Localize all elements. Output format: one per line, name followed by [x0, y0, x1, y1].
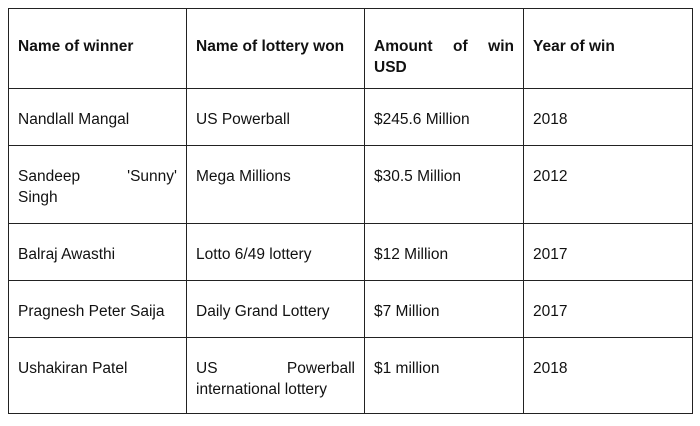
cell-amount: $7 Million [365, 281, 524, 338]
cell-year: 2012 [524, 146, 693, 224]
cell-winner: Ushakiran Patel [9, 338, 187, 414]
cell-year: 2017 [524, 224, 693, 281]
cell-amount: $12 Million [365, 224, 524, 281]
cell-year: 2017 [524, 281, 693, 338]
header-name-of-lottery: Name of lottery won [187, 9, 365, 89]
cell-winner: Nandlall Mangal [9, 89, 187, 146]
cell-year: 2018 [524, 89, 693, 146]
table-row [9, 89, 693, 146]
header-year-of-win: Year of win [524, 9, 693, 89]
header-name-of-winner: Name of winner [9, 9, 187, 89]
cell-winner: Sandeep 'Sunny' Singh [9, 146, 187, 224]
cell-winner: Pragnesh Peter Saija [9, 281, 187, 338]
lottery-winners-table [8, 8, 693, 414]
table-row [9, 281, 693, 338]
cell-amount: $30.5 Million [365, 146, 524, 224]
cell-lottery: Daily Grand Lottery [187, 281, 365, 338]
cell-year: 2018 [524, 338, 693, 414]
table-header-row [9, 9, 693, 89]
table-row [9, 338, 693, 414]
cell-lottery: Mega Millions [187, 146, 365, 224]
cell-amount: $1 million [365, 338, 524, 414]
header-amount-of-win: Amount of win USD [365, 9, 524, 89]
table-row [9, 146, 693, 224]
cell-lottery: US Powerball [187, 89, 365, 146]
cell-winner: Balraj Awasthi [9, 224, 187, 281]
table-row [9, 224, 693, 281]
cell-lottery: Lotto 6/49 lottery [187, 224, 365, 281]
lottery-winners-table-container [8, 8, 693, 414]
cell-amount: $245.6 Million [365, 89, 524, 146]
cell-lottery: US Powerball international lottery [187, 338, 365, 414]
